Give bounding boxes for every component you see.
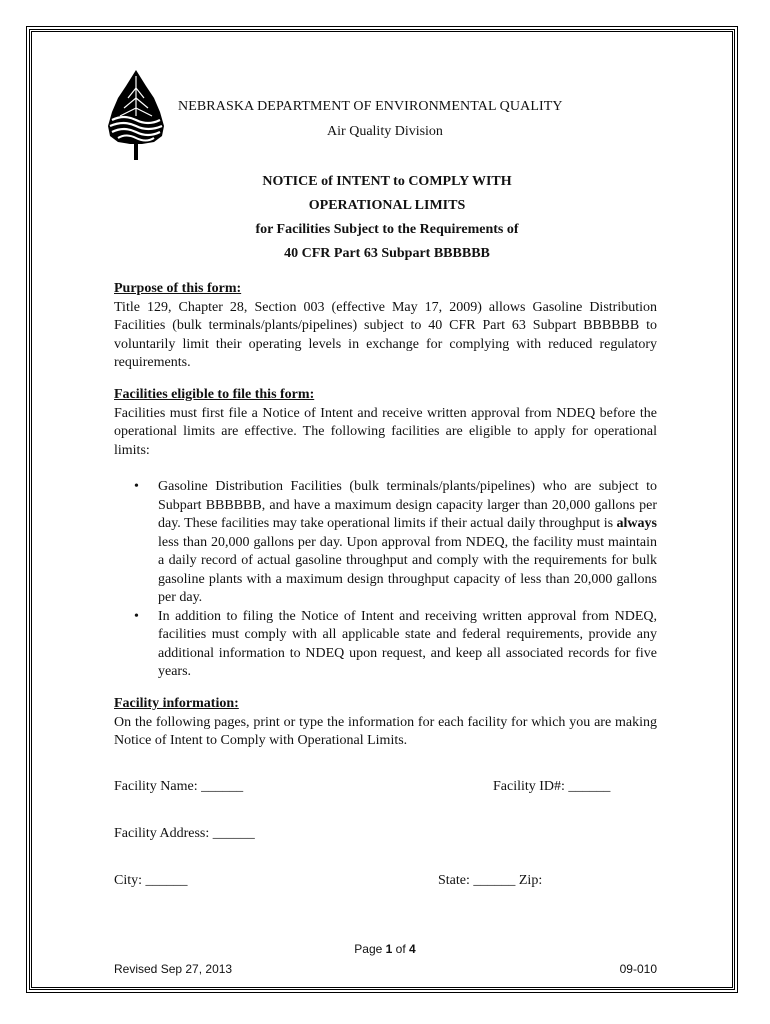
eligible-heading: Facilities eligible to file this form:	[114, 387, 315, 402]
eligible-body: Facilities must first file a Notice of Intent and receive written approval from NDEQ before the operational limits are effective. The following facilities are eligible to apply for operational limits:	[114, 405, 657, 458]
purpose-heading: Purpose of this form:	[114, 281, 242, 296]
bullet-icon: •	[134, 608, 139, 624]
bullet-1-emphasis: always	[616, 516, 657, 531]
facility-address-field[interactable]: Facility Address: ______	[114, 826, 255, 841]
agency-name: NEBRASKA DEPARTMENT OF ENVIRONMENTAL QUALITY	[178, 99, 563, 114]
page-total: 4	[409, 942, 416, 956]
form-number: 09-010	[619, 962, 657, 976]
state-zip-field[interactable]: State: ______ Zip:	[438, 873, 543, 888]
bullet-1-text: Gasoline Distribution Facilities (bulk terminals/plants/pipelines) who are subject to Subpart BBBBBB, and have a maximum design capacity larger than 20,000 gallons per day. These facilities may take operational limits if their actual daily throughput is	[158, 479, 657, 531]
bullet-2-text: In addition to filing the Notice of Intent and receiving written approval from NDEQ, facilities must comply with all applicable state and federal requirements, provide any additional information to NDEQ upon request, and keep all associated records for five years.	[158, 608, 657, 679]
title-line-4: 40 CFR Part 63 Subpart BBBBBB	[284, 246, 490, 261]
revised-date: Revised Sep 27, 2013	[114, 962, 233, 976]
facility-body: On the following pages, print or type the information for each facility for which you are making Notice of Intent to Comply with Operational Limits.	[114, 714, 657, 748]
title-line-1: NOTICE of INTENT to COMPLY WITH	[262, 174, 512, 189]
bullet-1-text-cont: less than 20,000 gallons per day. Upon approval from NDEQ, the facility must maintain a daily record of actual gasoline throughput and comply with the requirements for bulk gasoline plants with a maximum design throughput capacity of less than 20,000 gallons per day.	[158, 534, 657, 605]
facility-name-field[interactable]: Facility Name: ______	[114, 779, 244, 794]
city-field[interactable]: City: ______	[114, 873, 188, 888]
purpose-section	[114, 280, 657, 373]
division-name: Air Quality Division	[327, 124, 443, 139]
form-title	[0, 170, 770, 266]
list-item	[114, 608, 657, 682]
page-prefix: Page	[354, 942, 386, 956]
eligible-list	[114, 478, 657, 682]
title-line-3: for Facilities Subject to the Requirements of	[255, 222, 519, 237]
tree-logo-icon	[104, 68, 168, 162]
facility-heading: Facility information:	[114, 696, 239, 711]
page-number	[0, 942, 770, 956]
page-current: 1	[385, 942, 393, 956]
title-line-2: OPERATIONAL LIMITS	[308, 198, 466, 213]
page-of: of	[392, 942, 410, 956]
purpose-body: Title 129, Chapter 28, Section 003 (effective May 17, 2009) allows Gasoline Distribution Facilities (bulk terminals/plants/pipelines) subject to 40 CFR Part 63 Subpart BBBBBB to voluntarily limit their operating levels in exchange for complying with reduced regulatory requirements.	[114, 299, 657, 370]
list-item	[114, 478, 657, 608]
bullet-icon: •	[134, 479, 139, 494]
eligible-section	[114, 386, 657, 682]
facility-id-field[interactable]: Facility ID#: ______	[493, 779, 611, 794]
facility-section	[114, 695, 657, 751]
